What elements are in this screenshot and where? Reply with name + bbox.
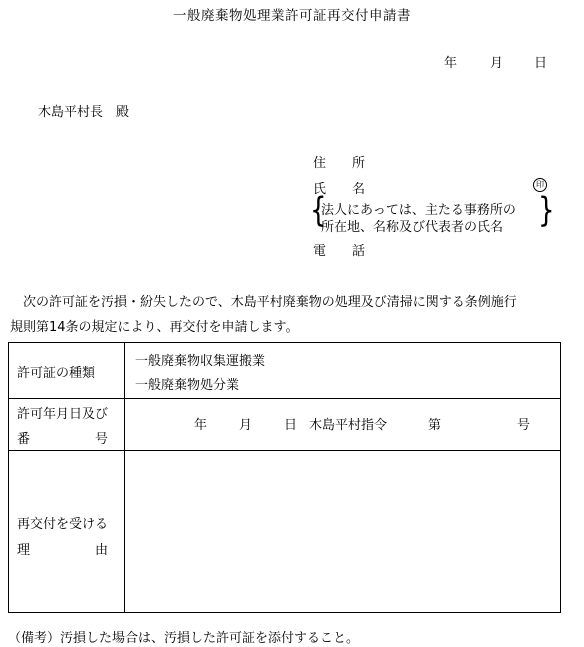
- permit-month-label: 月: [239, 418, 253, 433]
- addressee: 木島平村長 殿: [38, 105, 130, 120]
- date-day-label: 日: [534, 56, 548, 71]
- application-table: [8, 342, 561, 613]
- right-brace: }: [538, 191, 555, 231]
- reissue-reason-field[interactable]: [134, 458, 554, 608]
- body-line-1: 次の許可証を汚損・紛失したので、木島平村廃棄物の処理及び清掃に関する条例施行: [23, 295, 517, 310]
- row-divider-2: [9, 450, 560, 451]
- body-line-2: 規則第14条の規定により、再交付を申請します。: [10, 320, 299, 335]
- permit-type-option-collection: 一般廃棄物収集運搬業: [135, 354, 266, 369]
- permit-day-label: 日: [284, 418, 298, 433]
- name-label: 氏 名: [313, 182, 366, 197]
- permit-date-label-line2: 番 号: [17, 432, 109, 447]
- permit-type-option-disposal: 一般廃棄物処分業: [135, 378, 240, 393]
- corporate-note-line1: 法人にあっては、主たる事務所の: [321, 203, 516, 218]
- document-title: 一般廃棄物処理業許可証再交付申請書: [173, 8, 411, 24]
- permit-date-label-line1: 許可年月日及び: [17, 407, 109, 422]
- reissue-reason-label-line2: 理 由: [17, 543, 109, 558]
- permit-number-suffix: 号: [517, 418, 531, 433]
- date-line: [444, 52, 547, 71]
- row-divider-1: [9, 398, 560, 399]
- permit-number-prefix: 第: [428, 418, 442, 433]
- permit-type-label: 許可証の種類: [17, 366, 96, 381]
- phone-label: 電 話: [313, 244, 366, 259]
- body-paragraph: [10, 290, 580, 340]
- permit-year-label: 年: [194, 418, 208, 433]
- date-year-label: 年: [444, 56, 458, 71]
- corporate-note-line2: 所在地、名称及び代表者の氏名: [321, 220, 504, 235]
- address-label: 住 所: [313, 156, 366, 171]
- reissue-reason-label-line1: 再交付を受ける: [17, 517, 109, 532]
- date-month-label: 月: [490, 56, 504, 71]
- column-divider: [124, 343, 125, 612]
- seal-mark: 印: [533, 178, 547, 192]
- remarks-note: （備考）汚損した場合は、汚損した許可証を添付すること。: [8, 631, 360, 646]
- permit-directive-label: 木島平村指令: [309, 418, 388, 433]
- left-brace: {: [310, 191, 327, 231]
